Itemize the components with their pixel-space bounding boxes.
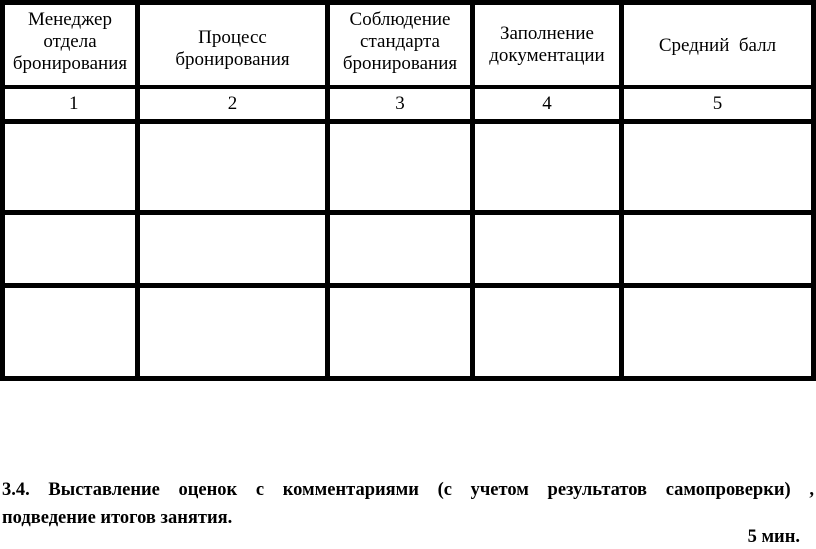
header-cell-standard-compliance <box>329 4 471 86</box>
header-cell-booking-process <box>139 4 326 86</box>
section-duration: 5 мин. <box>747 527 800 547</box>
number-cell-4 <box>474 88 620 120</box>
table-cell <box>474 123 620 211</box>
number-cell-3 <box>329 88 471 120</box>
section-heading-line-2: подведение итогов занятия. <box>2 508 233 528</box>
header-text: Менеджер отдела бронирования <box>12 9 128 74</box>
table-cell <box>329 123 471 211</box>
header-text: Заполнение документации <box>489 23 605 66</box>
header-cell-average-score <box>623 4 812 86</box>
header-text: Процесс бронирования <box>175 27 290 70</box>
table-cell <box>623 214 812 284</box>
number-text: 4 <box>542 93 552 114</box>
table-cell <box>4 123 136 211</box>
number-text: 3 <box>395 93 405 114</box>
header-cell-manager <box>4 4 136 86</box>
table-cell <box>4 214 136 284</box>
section-heading <box>2 476 814 532</box>
table-cell <box>139 214 326 284</box>
table-cell <box>4 287 136 377</box>
header-cell-documentation <box>474 4 620 86</box>
table-cell <box>474 287 620 377</box>
number-cell-5 <box>623 88 812 120</box>
header-text: Соблюдение стандарта бронирования <box>342 9 458 74</box>
section-heading-line-1: 3.4. Выставление оценок с комментариями (с учетом результатов самопроверки) , <box>2 480 814 500</box>
table-cell <box>139 287 326 377</box>
table-cell <box>329 287 471 377</box>
table-cell <box>623 287 812 377</box>
table-cell <box>474 214 620 284</box>
table-cell <box>329 214 471 284</box>
header-text: Средний балл <box>658 35 777 56</box>
number-cell-2 <box>139 88 326 120</box>
number-text: 2 <box>227 93 238 114</box>
number-text: 5 <box>712 93 723 114</box>
number-cell-1 <box>4 88 136 120</box>
table-cell <box>139 123 326 211</box>
number-text: 1 <box>69 93 79 114</box>
table-cell <box>623 123 812 211</box>
